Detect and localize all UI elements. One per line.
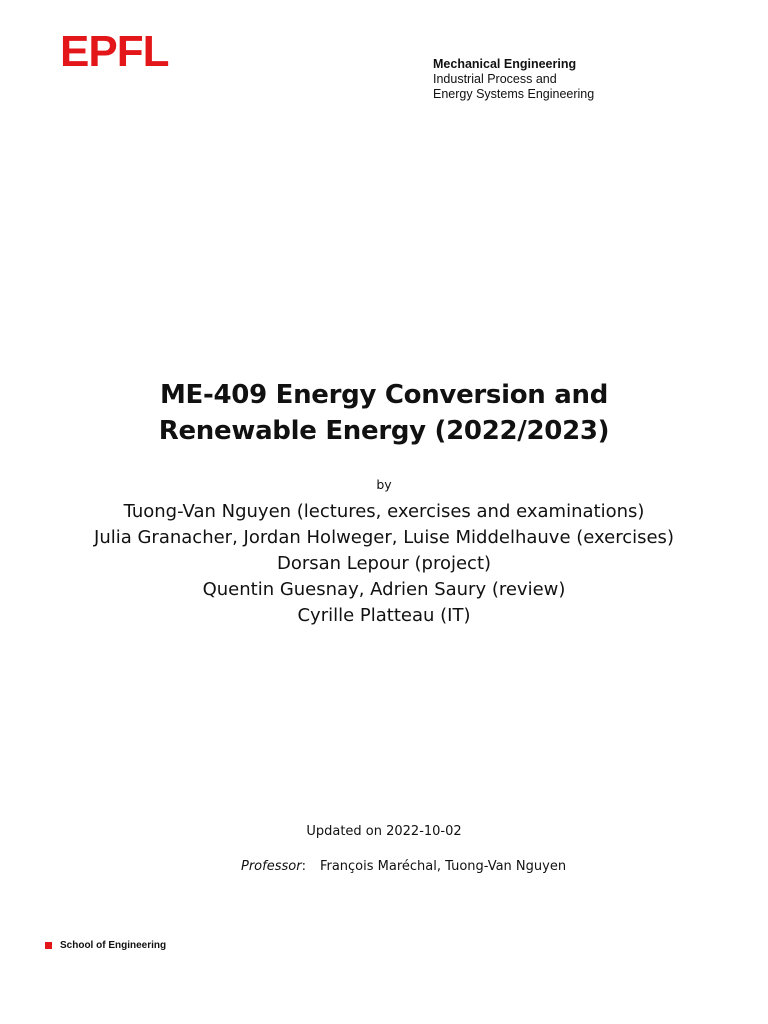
department-name: Mechanical Engineering — [433, 57, 577, 71]
document-title — [0, 377, 768, 449]
lab-name-line1: Industrial Process and — [433, 72, 557, 86]
title-line2: Renewable Energy (2022/2023) — [158, 416, 610, 446]
school-name: School of Engineering — [60, 940, 167, 951]
author-line: Julia Granacher, Jordan Holweger, Luise Middelhauve (exercises) — [94, 527, 674, 548]
author-line: Tuong-Van Nguyen (lectures, exercises and examinations) — [123, 501, 645, 522]
department-block — [433, 57, 594, 102]
author-line: Cyrille Platteau (IT) — [297, 605, 471, 626]
professor-names: François Maréchal, Tuong-Van Nguyen — [319, 859, 567, 874]
professor-separator: : — [301, 859, 306, 874]
author-line: Dorsan Lepour (project) — [276, 553, 492, 574]
lab-name-line2: Energy Systems Engineering — [433, 87, 595, 101]
professor-label: Professor — [241, 859, 302, 874]
title-line1: ME-409 Energy Conversion and — [159, 380, 609, 410]
authors-list — [0, 499, 768, 629]
school-footer — [45, 940, 166, 951]
red-square-icon — [45, 942, 52, 949]
epfl-logo: EPFL — [60, 27, 169, 76]
professor-line — [241, 859, 566, 874]
author-line: Quentin Guesnay, Adrien Saury (review) — [202, 579, 566, 600]
updated-date: Updated on 2022-10-02 — [306, 824, 462, 839]
by-label: by — [376, 477, 392, 492]
